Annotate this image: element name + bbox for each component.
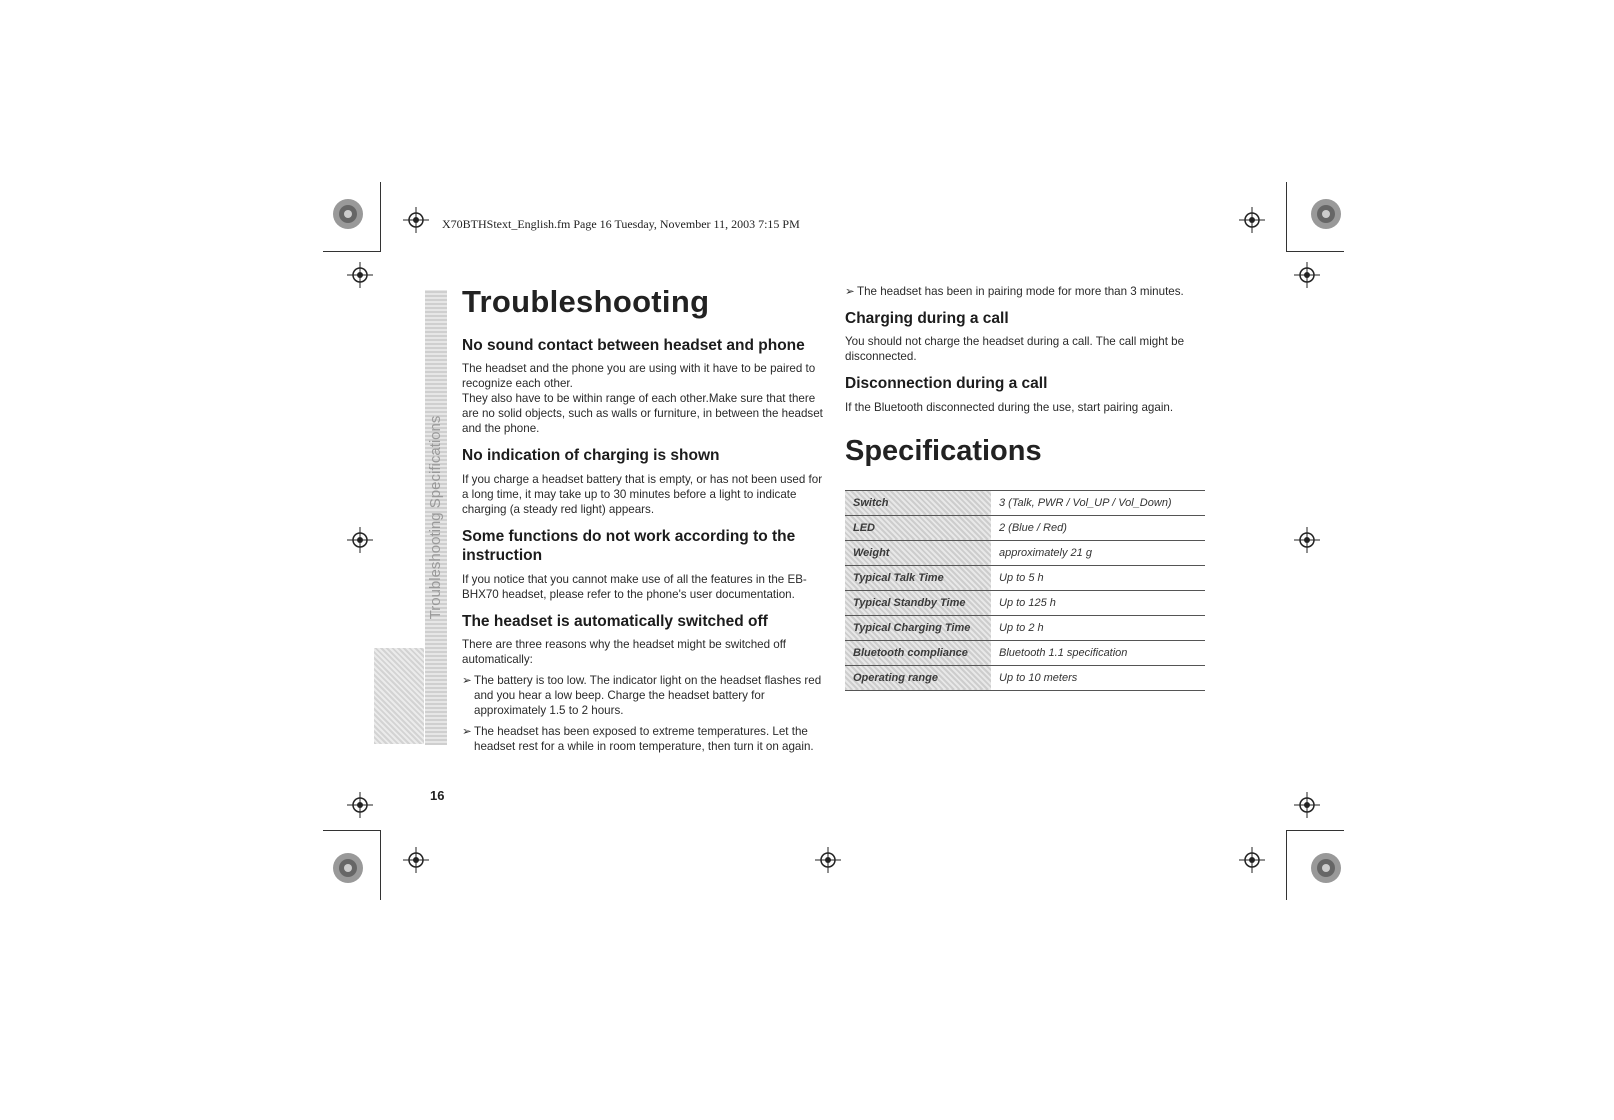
section-heading: The headset is automatically switched off <box>462 612 768 630</box>
bullet-text: The battery is too low. The indicator light on the headset flashes red and you hear a low beep. Charge the headset battery for approximately 1.5 to 2 hours. <box>474 673 822 717</box>
section-paragraph: They also have to be within range of each other.Make sure that there are no solid objects, such as walls or furniture, in between the headset and the phone. <box>462 392 823 436</box>
section-heading: No sound contact between headset and phone <box>462 337 805 354</box>
section-heading: No indication of charging is shown <box>462 447 720 465</box>
spec-key: Switch <box>845 490 991 515</box>
table-row <box>845 565 1205 590</box>
table-row <box>845 665 1205 690</box>
troubleshooting-title: Troubleshooting <box>462 284 710 319</box>
spec-value: Up to 125 h <box>991 590 1205 615</box>
registration-mark-icon <box>403 207 429 233</box>
crop-mark <box>380 830 381 900</box>
page-number: 16 <box>430 788 445 803</box>
spec-value: Bluetooth 1.1 specification <box>991 640 1205 665</box>
table-row <box>845 640 1205 665</box>
corner-rosette-icon <box>330 850 366 886</box>
table-row <box>845 590 1205 615</box>
bullet-arrow-icon: ➢ <box>845 285 855 298</box>
bullet-arrow-icon: ➢ <box>462 724 472 738</box>
registration-mark-icon <box>1239 847 1265 873</box>
side-tab <box>425 290 447 745</box>
table-row <box>845 515 1205 540</box>
section-paragraph: You should not charge the headset during a call. The call might be disconnected. <box>845 335 1185 364</box>
section-heading: Disconnection during a call <box>845 375 1048 393</box>
spec-key: Weight <box>845 540 991 565</box>
crop-mark <box>1286 182 1287 252</box>
section-paragraph: There are three reasons why the headset might be switched off automatically: <box>462 637 786 666</box>
bullet-arrow-icon: ➢ <box>462 673 472 687</box>
table-row <box>845 615 1205 640</box>
crop-mark <box>323 251 381 252</box>
spec-key: Typical Charging Time <box>845 615 991 640</box>
registration-mark-icon <box>815 847 841 873</box>
spec-key: Operating range <box>845 665 991 690</box>
crop-mark <box>1286 830 1344 831</box>
side-tab-block <box>374 648 424 744</box>
troubleshooting-column <box>462 284 828 760</box>
specifications-title: Specifications <box>845 434 1042 467</box>
bullet-item <box>462 673 828 718</box>
spec-value: Up to 5 h <box>991 565 1205 590</box>
spec-key: Typical Talk Time <box>845 565 991 590</box>
side-tab-label: Troubleshooting Specifications <box>427 415 444 620</box>
spec-key: Typical Standby Time <box>845 590 991 615</box>
section-heading: Some functions do not work according to the instruction <box>462 527 796 565</box>
crop-mark <box>1286 830 1287 900</box>
specifications-table <box>845 490 1205 691</box>
registration-mark-icon <box>1294 527 1320 553</box>
section-paragraph: If you charge a headset battery that is empty, or has not been used for a long time, it may take up to 30 minutes before a light to indicate charging (a steady red light) appears. <box>462 472 823 516</box>
bullet-item <box>845 284 1207 299</box>
section-paragraph: The headset and the phone you are using with it have to be paired to recognize each other. <box>462 362 816 391</box>
print-header: X70BTHStext_English.fm Page 16 Tuesday, November 11, 2003 7:15 PM <box>442 217 800 231</box>
bullet-text: The headset has been in pairing mode for more than 3 minutes. <box>857 285 1184 298</box>
spec-value: Up to 2 h <box>991 615 1205 640</box>
section-paragraph: If the Bluetooth disconnected during the use, start pairing again. <box>845 400 1174 414</box>
corner-rosette-icon <box>330 196 366 232</box>
spec-value: 2 (Blue / Red) <box>991 515 1205 540</box>
crop-mark <box>1286 251 1344 252</box>
crop-mark <box>380 182 381 252</box>
bullet-item <box>462 724 828 754</box>
table-row <box>845 540 1205 565</box>
spec-value: 3 (Talk, PWR / Vol_UP / Vol_Down) <box>991 490 1205 515</box>
spec-value: approximately 21 g <box>991 540 1205 565</box>
registration-mark-icon <box>1239 207 1265 233</box>
table-row <box>845 490 1205 515</box>
section-heading: Charging during a call <box>845 310 1009 327</box>
registration-mark-icon <box>403 847 429 873</box>
corner-rosette-icon <box>1308 850 1344 886</box>
crop-mark <box>323 830 381 831</box>
section-paragraph: If you notice that you cannot make use of all the features in the EB-BHX70 headset, please refer to the phone's user documentation. <box>462 572 807 601</box>
registration-mark-icon <box>347 527 373 553</box>
right-column <box>845 284 1207 691</box>
registration-mark-icon <box>347 262 373 288</box>
registration-mark-icon <box>1294 262 1320 288</box>
spec-value: Up to 10 meters <box>991 665 1205 690</box>
spec-key: Bluetooth compliance <box>845 640 991 665</box>
registration-mark-icon <box>347 792 373 818</box>
spec-key: LED <box>845 515 991 540</box>
corner-rosette-icon <box>1308 196 1344 232</box>
registration-mark-icon <box>1294 792 1320 818</box>
bullet-text: The headset has been exposed to extreme temperatures. Let the headset rest for a while in room temperature, then turn it on again. <box>474 724 814 753</box>
